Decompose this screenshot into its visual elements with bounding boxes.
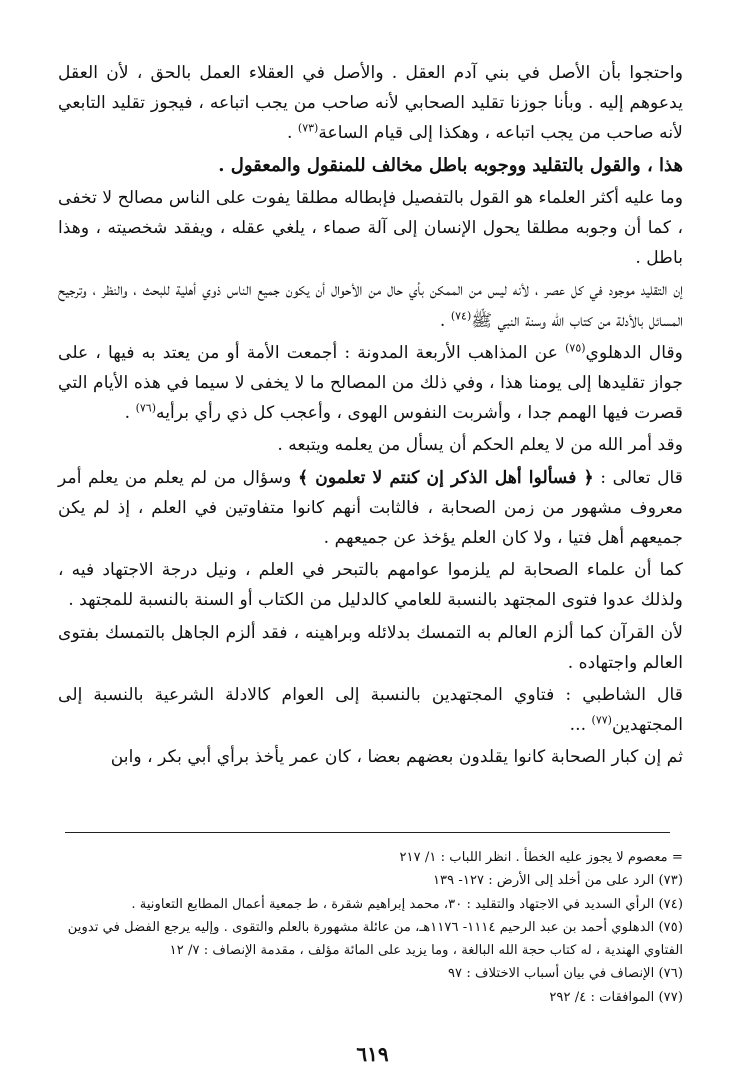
section-heading: هذا ، والقول بالتقليد ووجوبه باطل مخالف للمنقول والمعقول . <box>218 154 683 176</box>
footnote: = معصوم لا يجوز عليه الخطأ . انظر اللباب : ١/ ٢١٧ <box>399 850 683 865</box>
footnote: (٧٦) الإنصاف في بيان أسباب الاختلاف : ٩٧ <box>447 966 683 982</box>
paragraph: قال الشاطبي : فتاوي المجتهدين بالنسبة إلى العوام كالادلة الشرعية بالنسبة إلى المجتهدين$^{(٧٧)}$ ... <box>58 685 683 736</box>
paragraph: واحتجوا بأن الأصل في بني آدم العقل . والأصل في العقلاء العمل بالحق ، لأن العقل يدعوهم إليه . وبأنا جوزنا تقليد الصحابي لأنه صاحب من يجب اتباعه ، فيجوز تقليد التابعي لأنه صاحب من يجب اتباعه ، وهكذا إلى قيام الساعة$^{(٧٣)}$ . <box>58 63 683 144</box>
paragraph: وقال الدهلوي$^{(٧٥)}$ عن المذاهب الأربعة المدونة : أجمعت الأمة أو من يعتد به فيها ، على جواز تقليدها إلى يومنا هذا ، وفي ذلك من المصالح ما لا يخفى لا سيما في هذه الأيام التي قصرت فيها الهمم جدا ، وأشربت النفوس الهوى ، وأعجب كل ذي رأي برأيه$^{(٧٦)}$ . <box>58 341 683 424</box>
paragraph: إن التقليد موجود في كل عصر ، لأنه ليس من الممكن بأي حال من الأحوال أن يكون جميع الناس ذوي أهلية للبحث ، والنظر ، وترجيح المسائل بالأدلة من كتاب الله وسنة النبي ﷺ$^{(٧٤)}$ . <box>58 280 683 331</box>
paragraph: وقد أمر الله من لا يعلم الحكم أن يسأل من يعلمه ويتبعه . <box>277 435 683 456</box>
footnote-ref: (٧٧) <box>591 713 612 727</box>
footnote-ref: (٧٣) <box>297 121 319 135</box>
footnote: (٧٤) الرأي السديد في الاجتهاد والتقليد : ٣٠، محمد إبراهيم شقرة ، ط جمعية أعمال المطابع التعاونية . <box>131 896 683 912</box>
quran-verse: ﴿ فسألوا أهل الذكر إن كنتم لا تعلمون ﴾ <box>298 467 594 488</box>
paragraph: كما أن علماء الصحابة لم يلزموا عوامهم بالتبحر في العلم ، ونيل درجة الاجتهاد فيه ، ولذلك عدوا فتوى المجتهد بالنسبة للعامي كالدليل من الكتاب أو السنة بالنسبة للمجتهد . <box>58 560 683 611</box>
main-text <box>58 58 683 775</box>
footnote: (٧٧) الموافقات : ٤/ ٢٩٢ <box>549 989 683 1005</box>
page-number: ٦١٩ <box>356 1042 389 1066</box>
paragraph: ثم إن كبار الصحابة كانوا يقلدون بعضهم بعضا ، كان عمر يأخذ برأي أبي بكر ، وابن <box>110 747 683 768</box>
paragraph: وما عليه أكثر العلماء هو القول بالتفصيل فإبطاله مطلقا يفوت على الناس مصالح لا تخفى ، كما أن وجوبه مطلقا يحول الإنسان إلى آلة صماء ، يلغي عقله ، ويفقد شخصيته ، وهذا باطل . <box>58 187 683 269</box>
footnotes <box>58 846 683 1009</box>
footnote: (٧٥) الدهلوي أحمد بن عبد الرحيم ١١١٤- ١١٧٦هـ، من عائلة مشهورة بالعلم والتقوى . وإليه يرجع الفضل في تدوين الفتاوي الهندية ، له كتاب حجة الله البالغة ، وما يزيد على المائة مؤلف ، مقدمة الإنصاف : ٧/ ١٢ <box>67 919 683 959</box>
footnote-ref: (٧٥) <box>565 341 586 355</box>
footnote-ref: (٧٤) <box>450 308 472 322</box>
footnote: (٧٣) الرد على من أخلد إلى الأرض : ١٢٧- ١٣٩ <box>432 873 683 889</box>
footnote-ref: (٧٦) <box>135 401 156 415</box>
footnote-separator <box>65 832 670 833</box>
paragraph: لأن القرآن كما ألزم العالم به التمسك بدلائله وبراهينه ، فقد ألزم الجاهل بالتمسك بفتوى العالم واجتهاده . <box>58 622 683 673</box>
paragraph: قال تعالى : ﴿ فسألوا أهل الذكر إن كنتم لا تعلمون ﴾ وسؤال من لم يعلم من يعلم أمر معروف مشهور من زمن الصحابة ، فالثابت أنهم كانوا متفاوتين في العلم ، إذ لم يكن جميعهم أهل فتيا ، ولا كان العلم يؤخذ عن جميعهم . <box>58 467 684 549</box>
